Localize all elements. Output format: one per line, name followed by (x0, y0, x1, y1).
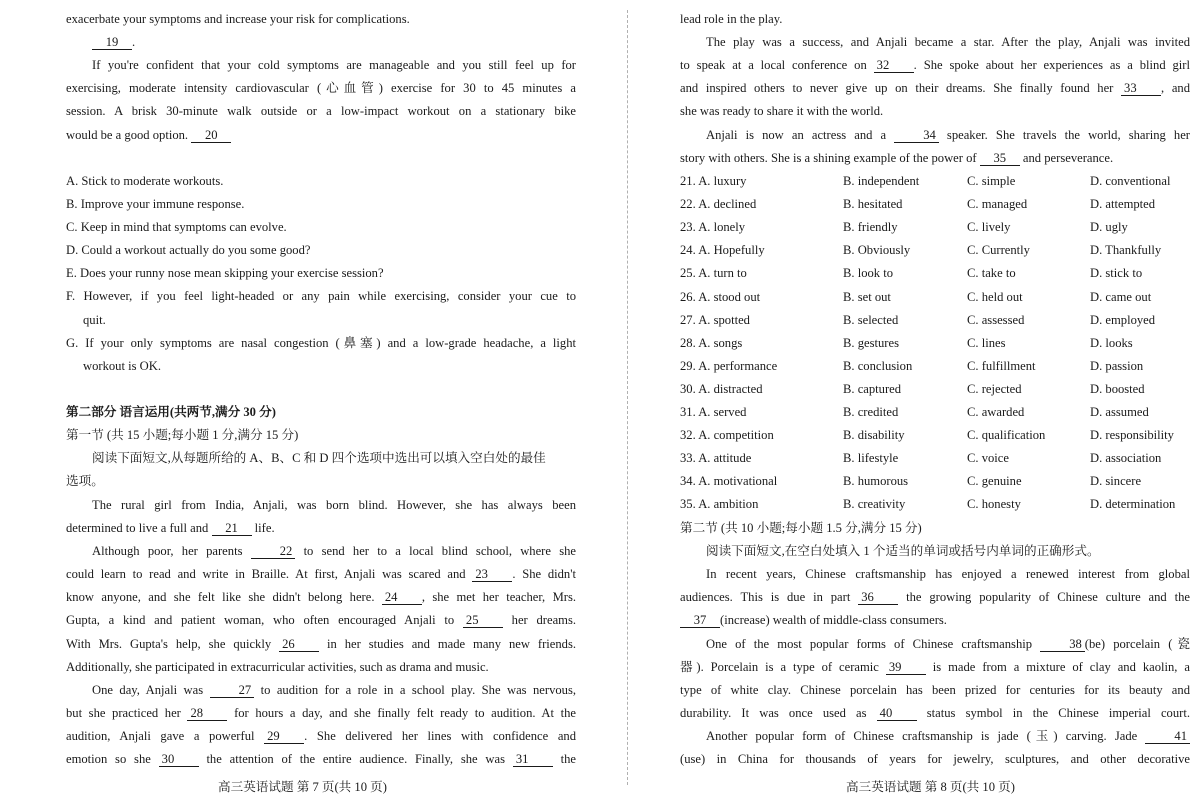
text-line (66, 497, 576, 513)
text: 第二部分 语言运用(共两节,满分 30 分) (66, 405, 276, 419)
answer-blank-25[interactable]: 25 (463, 614, 503, 628)
column-divider (627, 10, 628, 785)
answer-blank-38[interactable]: 38 (1040, 638, 1085, 652)
text: audiences. This is due in part (680, 590, 851, 604)
text: speaker. She travels the world, sharing her (946, 128, 1190, 142)
choice-option: B. conclusion (843, 358, 913, 373)
text: exacerbate your symptoms and increase your risk for complications. (66, 12, 410, 26)
text: In recent years, Chinese craftsmanship has enjoyed a renewed interest from global (706, 567, 1190, 581)
text: quit. (83, 313, 106, 327)
text: and perseverance. (1022, 151, 1114, 165)
text: (be) porcelain (瓷 (1084, 637, 1190, 651)
text-line (66, 80, 576, 96)
text: and inspired others to never give up on their dreams. She finally found her (680, 81, 1114, 95)
choice-option: D. determination (1090, 497, 1176, 512)
choice-option: 26. A. stood out (680, 289, 761, 304)
text-line (680, 659, 1190, 675)
choice-option: 24. A. Hopefully (680, 243, 765, 258)
text: durability. It was once used as (680, 706, 867, 720)
text-line (66, 659, 576, 675)
text: 第二节 (共 10 小题;每小题 1.5 分,满分 15 分) (680, 521, 922, 535)
option-b (66, 196, 576, 212)
text: but she practiced her (66, 706, 181, 720)
choice-option: 29. A. performance (680, 358, 778, 373)
choice-option: B. lifestyle (843, 451, 899, 466)
text: Although poor, her parents (92, 544, 243, 558)
text: audition, Anjali gave a powerful (66, 729, 255, 743)
choice-option: 30. A. distracted (680, 381, 763, 396)
answer-blank-32[interactable]: 32 (874, 59, 914, 73)
choice-option: 28. A. songs (680, 335, 743, 350)
choice-option: D. stick to (1090, 266, 1143, 281)
section-heading (66, 427, 576, 443)
text-line (680, 589, 1190, 605)
text: B. Improve your immune response. (66, 197, 245, 211)
page-footer-right (846, 779, 1015, 795)
option-d (66, 242, 576, 258)
text: , she met her teacher, Mrs. (421, 590, 577, 604)
choice-option: C. simple (967, 174, 1016, 188)
text-line (680, 127, 1190, 143)
instruction (680, 543, 1200, 559)
text-line (680, 751, 1190, 767)
text-line (680, 612, 1190, 628)
choice-option: B. look to (843, 266, 894, 281)
answer-blank-33[interactable]: 33 (1121, 82, 1161, 96)
text: determined to live a full and (66, 521, 209, 535)
text: C. Keep in mind that symptoms can evolve. (66, 220, 287, 234)
section-heading (680, 520, 1190, 536)
choice-row (680, 404, 1190, 420)
text-line (680, 57, 1190, 73)
choice-option: C. awarded (967, 405, 1025, 419)
choice-option: 31. A. served (680, 405, 747, 419)
text: G. If your only symptoms are nasal congestion (鼻塞) and a low-grade headache, a light (66, 336, 576, 350)
text-line (66, 612, 576, 628)
answer-blank-26[interactable]: 26 (279, 638, 319, 652)
choice-option: C. lines (967, 335, 1006, 350)
choice-row (680, 196, 1190, 212)
answer-blank-34[interactable]: 34 (894, 129, 939, 143)
option-a (66, 173, 576, 189)
choice-option: C. qualification (967, 428, 1046, 443)
text-line (66, 11, 576, 27)
option-c (66, 219, 576, 235)
choice-option: B. hesitated (843, 197, 903, 212)
text: story with others. She is a shining example of the power of (680, 151, 977, 165)
answer-blank-20[interactable]: 20 (191, 129, 231, 143)
answer-blank-36[interactable]: 36 (858, 591, 898, 605)
choice-row (680, 473, 1190, 489)
choice-option: D. employed (1090, 312, 1156, 327)
choice-option: 33. A. attitude (680, 451, 752, 466)
text: 器). Porcelain is a type of ceramic (680, 660, 879, 674)
text-line (66, 728, 576, 744)
choice-option: B. selected (843, 312, 899, 327)
answer-blank-41[interactable]: 41 (1145, 730, 1190, 744)
answer-blank-23[interactable]: 23 (472, 568, 512, 582)
text: life. (254, 521, 275, 535)
text: 阅读下面短文,在空白处填入 1 个适当的单词或括号内单词的正确形式。 (706, 544, 1100, 558)
choice-option: C. held out (967, 289, 1023, 304)
choice-option: D. sincere (1090, 474, 1142, 489)
answer-blank-24[interactable]: 24 (382, 591, 422, 605)
text-line (680, 705, 1190, 721)
choice-option: C. lively (967, 220, 1011, 235)
option-g-cont (66, 358, 593, 374)
choice-row (680, 358, 1190, 374)
choice-row (680, 173, 1190, 189)
text-line (680, 80, 1190, 96)
text: F. However, if you feel light-headed or any pain while exercising, consider your cue to (66, 289, 576, 303)
text-line (66, 57, 576, 73)
choice-row (680, 335, 1190, 351)
text: With Mrs. Gupta's help, she quickly (66, 637, 272, 651)
choice-option: 21. A. luxury (680, 174, 747, 188)
choice-option: B. friendly (843, 220, 898, 235)
choice-option: D. responsibility (1090, 428, 1174, 443)
choice-row (680, 427, 1190, 443)
text: status symbol in the Chinese imperial court. (926, 706, 1190, 720)
choice-option: C. honesty (967, 497, 1021, 512)
answer-blank-22[interactable]: 22 (251, 545, 296, 559)
text-line (680, 150, 1190, 166)
choice-row (680, 381, 1190, 397)
answer-blank-19[interactable]: 19 (92, 36, 132, 50)
answer-blank-29[interactable]: 29 (264, 730, 304, 744)
text: Anjali is now an actress and a (706, 128, 887, 142)
text-line (66, 103, 576, 119)
page-footer-left (218, 779, 387, 795)
text-line (680, 636, 1190, 652)
choice-option: B. independent (843, 174, 920, 188)
text: 高三英语试题 第 7 页(共 10 页) (218, 780, 387, 794)
answer-blank-39[interactable]: 39 (886, 661, 926, 675)
choice-option: C. assessed (967, 312, 1025, 327)
text: (use) in China for thousands of years for jewelry, sculptures, and other decorative (680, 752, 1190, 766)
text: workout is OK. (83, 359, 162, 373)
text: If you're confident that your cold symptoms are manageable and you still feel up for (92, 58, 576, 72)
choice-row (680, 450, 1190, 466)
text: D. Could a workout actually do you some good? (66, 243, 311, 257)
text: exercising, moderate intensity cardiovascular (心血管) exercise for 30 to 45 minutes a (66, 81, 576, 95)
answer-blank-21[interactable]: 21 (212, 522, 252, 536)
choice-option: D. ugly (1090, 220, 1128, 235)
choice-option: B. disability (843, 428, 905, 443)
text: . She didn't (512, 567, 576, 581)
text-line (66, 520, 576, 536)
text-line (680, 682, 1190, 698)
text: 第一节 (共 15 小题;每小题 1 分,满分 15 分) (66, 428, 299, 442)
text-line (66, 543, 576, 559)
choice-option: C. rejected (967, 381, 1022, 396)
choice-option: B. gestures (843, 335, 899, 350)
choice-option: C. take to (967, 266, 1016, 281)
text-line (680, 11, 1190, 27)
text-line (680, 728, 1190, 744)
text: she was ready to share it with the world. (680, 104, 884, 118)
answer-blank-35[interactable]: 35 (980, 152, 1020, 166)
answer-blank-27[interactable]: 27 (210, 684, 255, 698)
option-g (66, 335, 576, 351)
text: for hours a day, and she finally felt ready to audition. At the (234, 706, 576, 720)
text: The play was a success, and Anjali became a star. After the play, Anjali was invited (706, 35, 1190, 49)
choice-option: 22. A. declined (680, 197, 757, 212)
text: in her studies and made many new friends. (327, 637, 576, 651)
choice-option: D. assumed (1090, 405, 1149, 419)
instruction (66, 473, 576, 489)
text: could learn to read and write in Braille. At first, Anjali was scared and (66, 567, 466, 581)
text: One day, Anjali was (92, 683, 204, 697)
choice-row (680, 289, 1190, 305)
text-line (66, 751, 576, 767)
text: emotion so she (66, 752, 151, 766)
choice-option: B. credited (843, 405, 899, 419)
choice-option: C. fulfillment (967, 358, 1036, 373)
instruction (66, 450, 602, 466)
choice-option: D. passion (1090, 358, 1144, 373)
text-line (680, 34, 1190, 50)
text: 选项。 (66, 474, 104, 488)
text: the attention of the entire audience. Finally, she was (206, 752, 506, 766)
choice-row (680, 265, 1190, 281)
text: session. A brisk 30-minute walk outside or a low-impact workout on a stationary bike (66, 104, 576, 118)
choice-option: D. boosted (1090, 381, 1145, 396)
text: . She delivered her lines with confidence and (304, 729, 577, 743)
text: is made from a mixture of clay and kaolin, a (932, 660, 1190, 674)
text: her dreams. (511, 613, 577, 627)
text-line: 19 . (66, 34, 602, 50)
text: Gupta, a kind and patient woman, who often encouraged Anjali to (66, 613, 455, 627)
choice-option: B. captured (843, 381, 902, 396)
choice-option: B. set out (843, 289, 891, 304)
text: to audition for a role in a school play. She was nervous, (260, 683, 577, 697)
option-e (66, 265, 576, 281)
choice-option: D. association (1090, 451, 1162, 466)
choice-option: C. genuine (967, 474, 1022, 489)
text: to speak at a local conference on (680, 58, 867, 72)
text-line (66, 127, 576, 143)
text: would be a good option. (66, 128, 189, 142)
part-heading (66, 404, 576, 420)
choice-option: 35. A. ambition (680, 497, 759, 512)
text-line (66, 682, 576, 698)
choice-option: D. attempted (1090, 197, 1156, 212)
text-line (66, 589, 576, 605)
answer-blank-40[interactable]: 40 (877, 707, 917, 721)
option-f (66, 288, 576, 304)
choice-option: 23. A. lonely (680, 220, 746, 235)
choice-row (680, 312, 1190, 328)
text: (increase) wealth of middle-class consumers. (720, 613, 947, 627)
choice-option: 27. A. spotted (680, 312, 750, 327)
text: . She spoke about her experiences as a blind girl (913, 58, 1190, 72)
text-line (66, 705, 576, 721)
text: Another popular form of Chinese craftsmanship is jade (玉) carving. Jade (706, 729, 1138, 743)
choice-option: B. Obviously (843, 243, 911, 258)
text-line (66, 566, 576, 582)
choice-option: B. humorous (843, 474, 909, 489)
text: know anyone, and she felt like she didn't belong here. (66, 590, 375, 604)
choice-option: 34. A. motivational (680, 474, 778, 489)
choice-option: D. Thankfully (1090, 243, 1162, 258)
choice-option: D. conventional (1090, 174, 1171, 188)
choice-option: C. voice (967, 451, 1009, 466)
choice-row (680, 242, 1190, 258)
text: type of white clay. Chinese porcelain has been prized for centuries for its beauty and (680, 683, 1190, 697)
text: E. Does your runny nose mean skipping your exercise session? (66, 266, 384, 280)
text: 高三英语试题 第 8 页(共 10 页) (846, 780, 1015, 794)
choice-option: D. looks (1090, 335, 1133, 350)
text: The rural girl from India, Anjali, was born blind. However, she has always been (92, 498, 576, 512)
text: the growing popularity of Chinese culture and the (906, 590, 1190, 604)
choice-row (680, 219, 1190, 235)
text-line (66, 636, 576, 652)
choice-option: C. managed (967, 197, 1028, 212)
text: the (560, 752, 577, 766)
text: lead role in the play. (680, 12, 783, 26)
answer-blank-28[interactable]: 28 (187, 707, 227, 721)
text: Additionally, she participated in extracurricular activities, such as drama and music. (66, 660, 489, 674)
answer-blank-37[interactable]: 37 (680, 614, 720, 628)
choice-option: D. came out (1090, 289, 1152, 304)
option-f-cont (66, 312, 593, 328)
text: to send her to a local blind school, where she (303, 544, 576, 558)
text-line (680, 103, 1190, 119)
choice-option: 32. A. competition (680, 428, 774, 443)
answer-blank-30[interactable]: 30 (159, 753, 199, 767)
text: 阅读下面短文,从每题所给的 A、B、C 和 D 四个选项中选出可以填入空白处的最佳 (92, 451, 546, 465)
text: , and (1161, 81, 1191, 95)
choice-option: B. creativity (843, 497, 906, 512)
text: A. Stick to moderate workouts. (66, 174, 224, 188)
answer-blank-31[interactable]: 31 (513, 753, 553, 767)
text-line (680, 566, 1190, 582)
choice-option: C. Currently (967, 243, 1030, 258)
choice-option: 25. A. turn to (680, 266, 747, 281)
text: One of the most popular forms of Chinese craftsmanship (706, 637, 1033, 651)
choice-row (680, 496, 1190, 512)
